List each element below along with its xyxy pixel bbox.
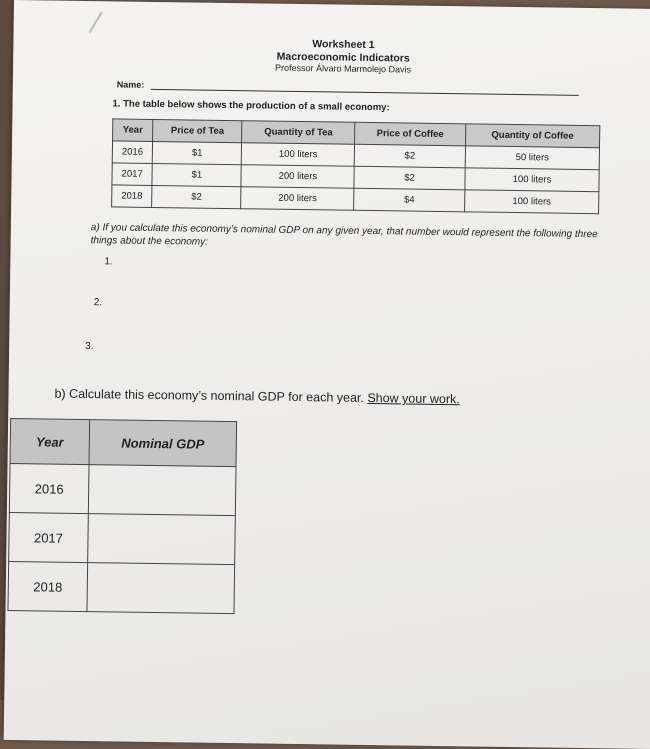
name-label: Name: — [116, 79, 145, 90]
table-cell: 2017 — [112, 163, 152, 186]
table-cell: 2016 — [112, 141, 152, 164]
question-1: 1. The table below shows the production of a small economy: — [112, 98, 390, 114]
column-header: Quantity of Tea — [242, 121, 355, 145]
gdp-answer-cell[interactable] — [88, 465, 236, 516]
table-cell: $2 — [152, 185, 242, 208]
column-header: Quantity of Coffee — [465, 124, 599, 148]
answer-number-3: 3. — [85, 341, 94, 353]
professor-name: Professor Álvaro Marmolejo Davis — [274, 62, 412, 75]
answer-number-2: 2. — [93, 297, 103, 309]
pen-mark — [89, 11, 103, 33]
column-header: Price of Coffee — [355, 122, 466, 146]
worksheet-paper — [4, 0, 650, 749]
table-cell: $4 — [354, 188, 465, 212]
gdp-year-cell: 2018 — [8, 561, 88, 611]
question-a — [91, 221, 611, 254]
answer-number-1: 1. — [104, 256, 113, 268]
gdp-year-cell: 2016 — [9, 463, 89, 513]
worksheet-title: Worksheet 1 — [312, 38, 375, 52]
table-cell: $1 — [152, 141, 242, 164]
question-b-text: b) Calculate this economy’s nominal GDP for each year. — [54, 386, 368, 405]
gdp-year-cell: 2017 — [9, 512, 89, 562]
worksheet-subtitle: Macroeconomic Indicators — [276, 50, 410, 65]
name-field-line[interactable] — [151, 89, 579, 96]
gdp-answer-cell[interactable] — [87, 563, 235, 614]
table-cell: 100 liters — [242, 143, 355, 167]
table-row — [9, 512, 236, 564]
production-table — [111, 118, 600, 214]
year-header: Year — [10, 418, 90, 464]
table-row — [9, 463, 236, 515]
table-cell: $2 — [354, 144, 465, 168]
table-cell: 50 liters — [465, 146, 599, 170]
nominal-gdp-table — [7, 418, 237, 614]
gdp-table-header — [10, 418, 237, 466]
nominal-gdp-header: Nominal GDP — [89, 420, 237, 467]
table-cell: $1 — [152, 163, 242, 186]
table-cell: 200 liters — [241, 165, 354, 189]
column-header: Price of Tea — [153, 119, 243, 142]
table-cell: $2 — [354, 166, 465, 190]
table-cell: 2018 — [112, 185, 152, 208]
table-cell: 100 liters — [465, 168, 599, 192]
table-cell: 100 liters — [464, 190, 598, 214]
table-row — [8, 561, 235, 613]
gdp-answer-cell[interactable] — [88, 514, 236, 565]
question-b — [54, 387, 459, 407]
show-work-emphasis: Show your work. — [367, 390, 460, 407]
table-cell: 200 liters — [241, 187, 354, 211]
question-a-text: a) If you calculate this economy’s nominal GDP on any given year, that number would represent the following three things about the economy: — [90, 222, 598, 248]
column-header: Year — [113, 119, 153, 142]
